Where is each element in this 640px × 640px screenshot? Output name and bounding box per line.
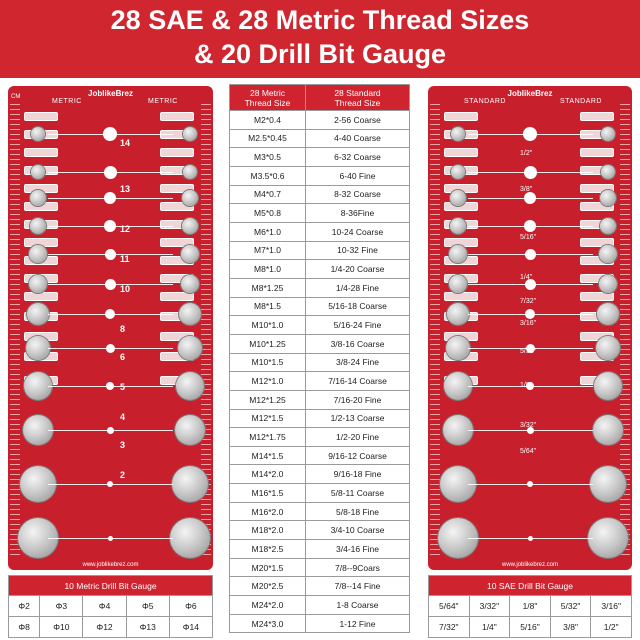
metric-column-label-left: METRIC	[52, 98, 82, 105]
standard-thread-cell: 2-56 Coarse	[306, 111, 410, 130]
metric-thread-cell: M2.5*0.45	[230, 129, 306, 148]
thread-check-bolt	[449, 245, 467, 263]
standard-thread-cell: 1/4-28 Fine	[306, 278, 410, 297]
thread-check-bolt	[170, 518, 210, 558]
table-row	[230, 166, 410, 185]
page-title-line-2: & 20 Drill Bit Gauge	[193, 39, 447, 69]
thread-check-bolt	[600, 218, 616, 234]
hole-size-label: 5/64"	[520, 448, 537, 455]
hole-size-label: 3/32"	[520, 422, 537, 429]
table-row	[230, 502, 410, 521]
hole-size-label: 8	[120, 324, 126, 334]
guide-line	[468, 226, 593, 227]
thread-check-bolt	[451, 165, 465, 179]
hole-size-label: 4	[120, 412, 126, 422]
hole-size-label: 3	[120, 440, 126, 450]
drill-size-cell: 7/32"	[429, 617, 470, 638]
thread-check-bolt	[601, 127, 615, 141]
standard-thread-cell: 7/16-20 Fine	[306, 390, 410, 409]
drill-size-cell: Φ14	[169, 617, 212, 638]
standard-thread-header: 28 Standard Thread Size	[306, 85, 410, 111]
metric-thread-cell: M20*2.5	[230, 577, 306, 596]
guide-line	[48, 386, 173, 387]
metric-thread-cell: M16*2.0	[230, 502, 306, 521]
metric-thread-cell: M12*1.75	[230, 428, 306, 447]
guide-line	[48, 198, 173, 199]
metric-thread-cell: M14*2.0	[230, 465, 306, 484]
thread-check-bolt	[182, 190, 198, 206]
metric-thread-cell: M12*1.0	[230, 372, 306, 391]
table-row	[230, 148, 410, 167]
thread-check-bolt	[182, 218, 198, 234]
plate-brand: JoblikeBrez	[88, 89, 133, 98]
standard-thread-cell: 1/2-13 Coarse	[306, 409, 410, 428]
thread-size-table	[229, 84, 410, 633]
standard-thread-cell: 1/4-20 Coarse	[306, 260, 410, 279]
thread-check-bolt	[449, 275, 467, 293]
standard-thread-cell: 9/16-12 Coarse	[306, 446, 410, 465]
drill-size-cell: 1/8"	[510, 596, 551, 617]
metric-thread-cell: M24*3.0	[230, 614, 306, 633]
thread-slot	[580, 112, 614, 121]
plate-website: www.joblikebrez.com	[82, 562, 139, 568]
thread-check-bolt	[599, 275, 617, 293]
metric-gauge-title: 10 Metric Drill Bit Gauge	[9, 576, 213, 596]
thread-check-bolt	[601, 165, 615, 179]
thread-check-bolt	[451, 127, 465, 141]
standard-thread-cell: 7/16-14 Coarse	[306, 372, 410, 391]
guide-line	[48, 538, 173, 539]
standard-thread-cell: 1-8 Coarse	[306, 596, 410, 615]
thread-check-bolt	[447, 303, 469, 325]
table-row	[230, 409, 410, 428]
metric-thread-cell: M4*0.7	[230, 185, 306, 204]
thread-slot	[160, 292, 194, 301]
standard-thread-cell: 3/8-16 Coarse	[306, 334, 410, 353]
metric-thread-header: 28 Metric Thread Size	[230, 85, 306, 111]
gauge-row	[429, 617, 632, 638]
table-row	[230, 111, 410, 130]
drill-size-cell: 5/64"	[429, 596, 470, 617]
thread-check-bolt	[179, 303, 201, 325]
standard-thread-cell: 1/2-20 Fine	[306, 428, 410, 447]
table-row	[230, 129, 410, 148]
thread-check-bolt	[588, 518, 628, 558]
page-title-line-1: 28 SAE & 28 Metric Thread Sizes	[110, 5, 530, 35]
thread-slot	[580, 292, 614, 301]
hole-size-label: 11	[120, 254, 130, 264]
thread-check-bolt	[31, 127, 45, 141]
table-row	[230, 614, 410, 633]
gauge-row	[429, 596, 632, 617]
guide-line	[468, 430, 593, 431]
thread-check-bolt	[183, 165, 197, 179]
thread-slot	[444, 112, 478, 121]
thread-check-bolt	[596, 336, 620, 360]
table-row	[230, 241, 410, 260]
drill-size-cell: Φ8	[9, 617, 40, 638]
metric-drill-bit-gauge-table	[8, 575, 213, 638]
metric-thread-cell: M8*1.0	[230, 260, 306, 279]
thread-check-bolt	[183, 127, 197, 141]
thread-check-bolt	[26, 336, 50, 360]
metric-thread-cell: M20*1.5	[230, 558, 306, 577]
guide-line	[468, 198, 593, 199]
thread-slot	[160, 112, 194, 121]
table-row	[230, 484, 410, 503]
table-row	[230, 596, 410, 615]
table-row	[230, 446, 410, 465]
standard-thread-cell: 8-32 Coarse	[306, 185, 410, 204]
metric-thread-cell: M8*1.5	[230, 297, 306, 316]
hole-size-label: 6	[120, 352, 126, 362]
metric-thread-cell: M10*1.0	[230, 316, 306, 335]
metric-thread-cell: M18*2.0	[230, 521, 306, 540]
table-row	[230, 222, 410, 241]
drill-size-cell: 3/8"	[550, 617, 591, 638]
guide-line	[48, 226, 173, 227]
thread-check-bolt	[181, 245, 199, 263]
table-header-row	[230, 85, 410, 111]
standard-column-label-left: STANDARD	[464, 98, 506, 105]
guide-line	[48, 134, 173, 135]
guide-line	[468, 484, 593, 485]
drill-size-cell: 5/16"	[510, 617, 551, 638]
table-row	[230, 465, 410, 484]
table-row	[230, 334, 410, 353]
guide-line	[468, 538, 593, 539]
sae-drill-bit-gauge-table	[428, 575, 632, 638]
table-row	[230, 353, 410, 372]
metric-column-label-right: METRIC	[148, 98, 178, 105]
hole-size-label: 1/8"	[520, 382, 533, 389]
drill-size-cell: 3/32"	[469, 596, 510, 617]
standard-thread-cell: 3/4-16 Fine	[306, 540, 410, 559]
metric-thread-cell: M10*1.25	[230, 334, 306, 353]
thread-slot	[580, 148, 614, 157]
hole-size-label: 1/4"	[520, 274, 533, 281]
cm-label: CM	[11, 94, 21, 100]
standard-thread-cell: 9/16-18 Fine	[306, 465, 410, 484]
hole-size-label: 1/2"	[520, 150, 533, 157]
standard-thread-cell: 1-12 Fine	[306, 614, 410, 633]
hole-size-label: 3/8"	[520, 186, 533, 193]
drill-size-cell: Φ2	[9, 596, 40, 617]
standard-thread-cell: 5/16-24 Fine	[306, 316, 410, 335]
thread-check-bolt	[450, 218, 466, 234]
standard-thread-cell: 3/4-10 Coarse	[306, 521, 410, 540]
thread-check-bolt	[176, 372, 204, 400]
standard-thread-cell: 10-32 Fine	[306, 241, 410, 260]
thread-check-bolt	[175, 415, 205, 445]
hole-size-label: 3/16"	[520, 320, 537, 327]
thread-check-bolt	[31, 165, 45, 179]
metric-thread-cell: M3.5*0.6	[230, 166, 306, 185]
standard-thread-cell: 7/8--9Coars	[306, 558, 410, 577]
hole-size-label: 13	[120, 184, 131, 194]
metric-thread-cell: M12*1.25	[230, 390, 306, 409]
table-row	[230, 577, 410, 596]
hole-size-label: 14	[120, 138, 131, 148]
metric-thread-cell: M16*1.5	[230, 484, 306, 503]
metric-thread-cell: M14*1.5	[230, 446, 306, 465]
metric-thread-cell: M18*2.5	[230, 540, 306, 559]
drill-size-cell: Φ4	[83, 596, 126, 617]
table-row	[230, 390, 410, 409]
hole-size-label: 5/16"	[520, 234, 537, 241]
thread-check-bolt	[590, 466, 626, 502]
hole-size-label: 7/32"	[520, 298, 537, 305]
table-row	[230, 540, 410, 559]
thread-slot	[160, 148, 194, 157]
metric-thread-cell: M8*1.25	[230, 278, 306, 297]
metric-thread-cell: M7*1.0	[230, 241, 306, 260]
metric-thread-cell: M12*1.5	[230, 409, 306, 428]
drill-size-cell: Φ6	[169, 596, 212, 617]
table-row	[230, 260, 410, 279]
thread-check-bolt	[30, 218, 46, 234]
table-row	[230, 278, 410, 297]
table-row	[230, 204, 410, 223]
table-row	[230, 558, 410, 577]
gauge-row	[9, 617, 213, 638]
metric-thread-cell: M24*2.0	[230, 596, 306, 615]
metric-thread-cell: M2*0.4	[230, 111, 306, 130]
hole-size-label: 10	[120, 284, 131, 294]
guide-line	[48, 348, 173, 349]
thread-check-bolt	[30, 190, 46, 206]
hole-size-label: 5	[120, 382, 126, 392]
thread-check-bolt	[600, 190, 616, 206]
guide-line	[468, 254, 593, 255]
hole-size-label: 12	[120, 224, 131, 234]
sae-gauge-plate	[428, 86, 632, 570]
drill-size-cell: Φ3	[40, 596, 83, 617]
plate-brand: JoblikeBrez	[507, 89, 553, 98]
thread-slot	[24, 112, 58, 121]
thread-check-bolt	[181, 275, 199, 293]
thread-slot	[24, 148, 58, 157]
drill-size-cell: 3/16"	[591, 596, 632, 617]
thread-check-bolt	[172, 466, 208, 502]
thread-check-bolt	[450, 190, 466, 206]
guide-line	[468, 172, 593, 173]
sae-gauge-title: 10 SAE Drill Bit Gauge	[429, 576, 632, 596]
drill-size-cell: Φ10	[40, 617, 83, 638]
standard-thread-cell: 5/8-11 Coarse	[306, 484, 410, 503]
drill-size-cell: Φ13	[126, 617, 169, 638]
guide-line	[48, 172, 173, 173]
hole-size-label: 5/32"	[520, 348, 537, 355]
standard-thread-cell: 5/16-18 Coarse	[306, 297, 410, 316]
thread-check-bolt	[178, 336, 202, 360]
thread-check-bolt	[27, 303, 49, 325]
standard-thread-cell: 8-36Fine	[306, 204, 410, 223]
thread-check-bolt	[594, 372, 622, 400]
thread-check-bolt	[446, 336, 470, 360]
standard-thread-cell: 10-24 Coarse	[306, 222, 410, 241]
thread-slot	[444, 148, 478, 157]
table-row	[230, 521, 410, 540]
standard-thread-cell: 7/8--14 Fine	[306, 577, 410, 596]
table-row	[230, 372, 410, 391]
guide-line	[48, 430, 173, 431]
metric-gauge-plate	[8, 86, 213, 570]
guide-line	[468, 314, 593, 315]
guide-line	[48, 314, 173, 315]
hole-size-label: 2	[120, 470, 126, 480]
thread-check-bolt	[29, 275, 47, 293]
plate-website: www.joblikebrez.com	[501, 562, 559, 568]
metric-thread-cell: M6*1.0	[230, 222, 306, 241]
gauge-row	[9, 596, 213, 617]
standard-thread-cell: 3/8-24 Fine	[306, 353, 410, 372]
guide-line	[48, 254, 173, 255]
thread-check-bolt	[599, 245, 617, 263]
standard-thread-cell: 6-40 Fine	[306, 166, 410, 185]
metric-thread-cell: M5*0.8	[230, 204, 306, 223]
table-row	[230, 428, 410, 447]
drill-size-cell: 1/2"	[591, 617, 632, 638]
metric-thread-cell: M10*1.5	[230, 353, 306, 372]
thread-slot	[444, 292, 478, 301]
table-row	[230, 185, 410, 204]
table-row	[230, 297, 410, 316]
drill-size-cell: Φ5	[126, 596, 169, 617]
standard-column-label-right: STANDARD	[560, 98, 602, 105]
drill-size-cell: 1/4"	[469, 617, 510, 638]
guide-line	[48, 284, 173, 285]
drill-size-cell: Φ12	[83, 617, 126, 638]
standard-thread-cell: 4-40 Coarse	[306, 129, 410, 148]
thread-check-bolt	[597, 303, 619, 325]
metric-thread-cell: M3*0.5	[230, 148, 306, 167]
guide-line	[468, 134, 593, 135]
guide-line	[468, 284, 593, 285]
ruler-scale-left	[10, 104, 20, 556]
standard-thread-cell: 5/8-18 Fine	[306, 502, 410, 521]
ruler-scale-left	[430, 104, 440, 556]
standard-thread-cell: 6-32 Coarse	[306, 148, 410, 167]
thread-slot	[24, 292, 58, 301]
table-row	[230, 316, 410, 335]
drill-size-cell: 5/32"	[550, 596, 591, 617]
guide-line	[48, 484, 173, 485]
thread-check-bolt	[593, 415, 623, 445]
thread-check-bolt	[29, 245, 47, 263]
